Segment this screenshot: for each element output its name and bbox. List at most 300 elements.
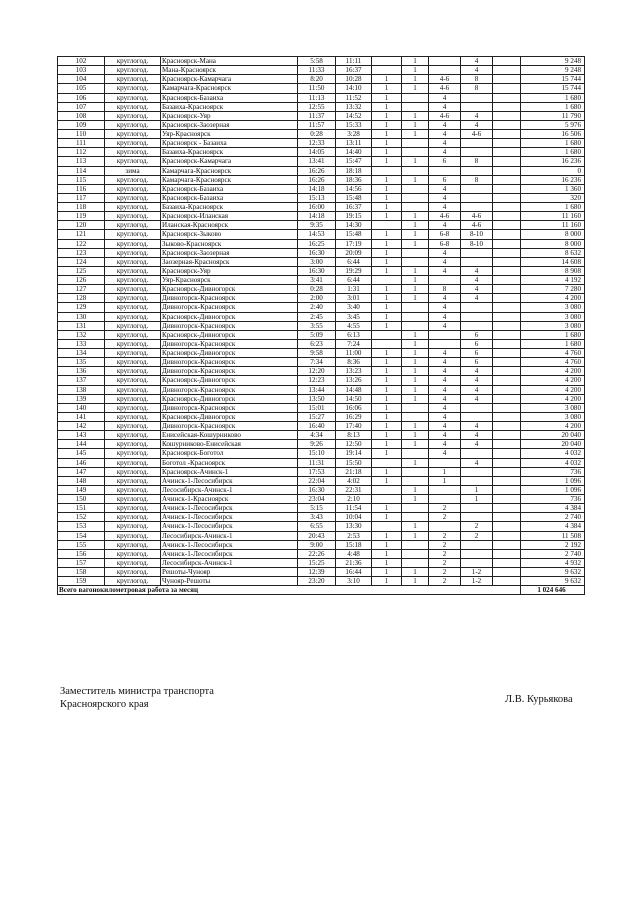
table-cell: 4 xyxy=(429,130,461,139)
table-cell xyxy=(493,476,521,485)
table-cell: 3 080 xyxy=(521,412,585,421)
table-cell xyxy=(461,148,493,157)
table-row xyxy=(58,540,585,549)
table-row xyxy=(58,449,585,458)
table-cell xyxy=(493,403,521,412)
table-cell: круглогод. xyxy=(105,367,161,376)
table-cell xyxy=(429,339,461,348)
table-cell xyxy=(402,93,429,102)
table-cell: 13:32 xyxy=(336,102,372,111)
table-cell xyxy=(493,93,521,102)
table-cell: 4 032 xyxy=(521,449,585,458)
table-cell: 22:31 xyxy=(336,485,372,494)
table-cell xyxy=(429,485,461,494)
table-cell: 13:23 xyxy=(336,367,372,376)
table-cell: 8 000 xyxy=(521,230,585,239)
table-cell: Лесосибирск-Ачинск-1 xyxy=(161,558,298,567)
table-cell: 4:55 xyxy=(336,321,372,330)
table-cell xyxy=(402,166,429,175)
table-cell xyxy=(493,57,521,66)
table-cell xyxy=(372,276,402,285)
table-cell: круглогод. xyxy=(105,358,161,367)
table-cell: 736 xyxy=(521,467,585,476)
table-cell: 16 236 xyxy=(521,175,585,184)
table-cell: 4 xyxy=(429,394,461,403)
table-cell: Красноярск-Боготол xyxy=(161,449,298,458)
table-cell: круглогод. xyxy=(105,376,161,385)
table-cell: 1 xyxy=(372,175,402,184)
table-cell: 16:30 xyxy=(298,266,336,275)
table-cell xyxy=(493,321,521,330)
table-cell: 102 xyxy=(58,57,105,66)
table-cell: 12:33 xyxy=(298,139,336,148)
table-cell: 6:23 xyxy=(298,339,336,348)
table-row xyxy=(58,330,585,339)
table-row xyxy=(58,294,585,303)
table-cell: круглогод. xyxy=(105,476,161,485)
table-row xyxy=(58,276,585,285)
table-cell xyxy=(493,312,521,321)
table-cell: 12:23 xyxy=(298,376,336,385)
table-cell: 1 xyxy=(402,276,429,285)
table-cell xyxy=(493,440,521,449)
table-cell: 1 096 xyxy=(521,476,585,485)
table-cell: 15:50 xyxy=(336,458,372,467)
table-cell xyxy=(493,175,521,184)
table-cell: 1 xyxy=(372,467,402,476)
table-cell: 1 xyxy=(402,495,429,504)
table-cell: 157 xyxy=(58,558,105,567)
table-cell: 8 xyxy=(461,84,493,93)
table-cell: 2 xyxy=(461,522,493,531)
table-cell: 139 xyxy=(58,394,105,403)
table-cell: круглогод. xyxy=(105,312,161,321)
table-cell: Базаиха-Красноярск xyxy=(161,102,298,111)
table-cell: Красноярск-Иланская xyxy=(161,212,298,221)
table-cell xyxy=(429,66,461,75)
table-cell xyxy=(493,285,521,294)
table-cell: 4:02 xyxy=(336,476,372,485)
table-cell: 4 xyxy=(461,431,493,440)
table-cell: 2 xyxy=(429,558,461,567)
table-cell: 4 760 xyxy=(521,349,585,358)
table-cell xyxy=(461,184,493,193)
table-cell: 4 032 xyxy=(521,458,585,467)
table-row xyxy=(58,66,585,75)
table-cell: 4 xyxy=(429,385,461,394)
table-cell: 10:28 xyxy=(336,75,372,84)
table-row xyxy=(58,139,585,148)
table-cell: 6 xyxy=(461,349,493,358)
table-cell xyxy=(493,239,521,248)
table-cell: 4 200 xyxy=(521,376,585,385)
table-cell: 128 xyxy=(58,294,105,303)
table-cell: 4 xyxy=(429,148,461,157)
table-cell: 3:41 xyxy=(298,276,336,285)
table-cell: 4 xyxy=(461,440,493,449)
table-cell xyxy=(402,449,429,458)
table-cell xyxy=(429,522,461,531)
table-row xyxy=(58,513,585,522)
table-cell xyxy=(402,558,429,567)
table-cell xyxy=(493,577,521,586)
table-cell: круглогод. xyxy=(105,394,161,403)
table-cell: 1 xyxy=(402,358,429,367)
table-cell: 4 192 xyxy=(521,276,585,285)
table-cell: круглогод. xyxy=(105,120,161,129)
table-cell xyxy=(402,148,429,157)
table-cell xyxy=(493,339,521,348)
table-cell: 1 xyxy=(372,449,402,458)
table-cell: 1 xyxy=(372,93,402,102)
table-cell: круглогод. xyxy=(105,175,161,184)
table-row xyxy=(58,266,585,275)
table-row xyxy=(58,203,585,212)
table-cell: 140 xyxy=(58,403,105,412)
table-cell xyxy=(372,339,402,348)
table-cell xyxy=(493,166,521,175)
table-cell: 1 xyxy=(402,422,429,431)
table-cell: 1 xyxy=(372,577,402,586)
table-cell xyxy=(493,120,521,129)
table-cell: 3:55 xyxy=(298,321,336,330)
table-row xyxy=(58,431,585,440)
table-cell: 4 932 xyxy=(521,558,585,567)
table-cell: 1 xyxy=(372,549,402,558)
table-cell: Красноярск-Дивногорск xyxy=(161,376,298,385)
table-row xyxy=(58,376,585,385)
table-cell: 8:20 xyxy=(298,75,336,84)
table-cell: Уяр-Красноярск xyxy=(161,276,298,285)
table-cell: 4 xyxy=(429,257,461,266)
table-cell: 4 200 xyxy=(521,294,585,303)
table-cell xyxy=(402,102,429,111)
table-cell: 154 xyxy=(58,531,105,540)
table-row xyxy=(58,385,585,394)
table-cell: Лесосибирск-Ачинск-1 xyxy=(161,485,298,494)
table-cell: 148 xyxy=(58,476,105,485)
table-row xyxy=(58,221,585,230)
table-cell: круглогод. xyxy=(105,504,161,513)
table-cell: 111 xyxy=(58,139,105,148)
table-cell xyxy=(493,485,521,494)
table-cell: 12:55 xyxy=(298,102,336,111)
table-cell: Ачинск-1-Лесосибирск xyxy=(161,540,298,549)
table-cell: круглогод. xyxy=(105,139,161,148)
table-cell: 1 xyxy=(372,367,402,376)
table-cell: 113 xyxy=(58,157,105,166)
table-cell: 1 xyxy=(372,540,402,549)
table-cell: 17:40 xyxy=(336,422,372,431)
table-cell: 1 xyxy=(372,294,402,303)
table-cell: 112 xyxy=(58,148,105,157)
table-cell: 115 xyxy=(58,175,105,184)
table-cell: 1 xyxy=(372,148,402,157)
table-cell xyxy=(493,422,521,431)
table-row xyxy=(58,558,585,567)
table-cell xyxy=(402,193,429,202)
table-cell: 1 xyxy=(372,75,402,84)
table-cell: 3:00 xyxy=(298,257,336,266)
table-cell xyxy=(493,394,521,403)
table-cell xyxy=(372,57,402,66)
table-cell: 133 xyxy=(58,339,105,348)
table-cell: 0:28 xyxy=(298,130,336,139)
table-cell: круглогод. xyxy=(105,84,161,93)
table-cell xyxy=(461,467,493,476)
table-cell: 147 xyxy=(58,467,105,476)
table-cell: 1 xyxy=(372,102,402,111)
table-cell xyxy=(493,230,521,239)
table-cell: 16:06 xyxy=(336,403,372,412)
table-cell: 1 xyxy=(372,558,402,567)
table-cell xyxy=(493,66,521,75)
table-cell: 1 xyxy=(402,239,429,248)
table-row xyxy=(58,394,585,403)
table-cell: 16:37 xyxy=(336,66,372,75)
schedule-table xyxy=(57,56,585,595)
table-cell: 13:41 xyxy=(298,157,336,166)
table-cell: 4:34 xyxy=(298,431,336,440)
table-cell xyxy=(402,504,429,513)
table-cell: 4 xyxy=(429,440,461,449)
table-cell xyxy=(493,266,521,275)
table-cell: круглогод. xyxy=(105,458,161,467)
table-cell: 141 xyxy=(58,412,105,421)
table-cell: 16:40 xyxy=(298,422,336,431)
table-cell: 129 xyxy=(58,303,105,312)
table-cell: 153 xyxy=(58,522,105,531)
table-cell: 1 xyxy=(429,467,461,476)
table-cell: 159 xyxy=(58,577,105,586)
table-cell: 2:53 xyxy=(336,531,372,540)
table-cell: Ачинск-1-Лесосибирск xyxy=(161,513,298,522)
table-cell: 1 xyxy=(372,349,402,358)
table-cell: 1 xyxy=(372,403,402,412)
table-cell: 4-6 xyxy=(429,75,461,84)
table-cell: 1 xyxy=(402,431,429,440)
table-cell: 1 680 xyxy=(521,330,585,339)
table-cell: Решоты-Чунояр xyxy=(161,568,298,577)
table-cell xyxy=(429,276,461,285)
table-cell: 127 xyxy=(58,285,105,294)
table-cell: 13:11 xyxy=(336,139,372,148)
table-cell: 8 632 xyxy=(521,248,585,257)
table-cell: Лесосибирск-Ачинск-1 xyxy=(161,531,298,540)
table-cell: 8 xyxy=(461,175,493,184)
table-cell: 4 760 xyxy=(521,358,585,367)
table-cell: 17:19 xyxy=(336,239,372,248)
table-cell: круглогод. xyxy=(105,321,161,330)
table-cell: 1 xyxy=(372,321,402,330)
table-cell: 3:01 xyxy=(336,294,372,303)
table-cell: 4 xyxy=(461,394,493,403)
table-cell: Красноярск-Базаиха xyxy=(161,184,298,193)
table-cell: круглогод. xyxy=(105,157,161,166)
table-cell: 21:36 xyxy=(336,558,372,567)
table-cell: Ачинск-1-Лесосибирск xyxy=(161,476,298,485)
table-cell xyxy=(461,303,493,312)
table-cell: Иланская-Красноярск xyxy=(161,221,298,230)
table-cell xyxy=(461,203,493,212)
table-cell: 16:30 xyxy=(298,485,336,494)
table-cell: 124 xyxy=(58,257,105,266)
table-cell: 23:04 xyxy=(298,495,336,504)
table-cell xyxy=(493,193,521,202)
table-cell: 11:52 xyxy=(336,93,372,102)
table-cell: 1 xyxy=(402,458,429,467)
table-cell: 1 xyxy=(372,184,402,193)
table-cell: Ачинск-1-Лесосибирск xyxy=(161,549,298,558)
table-cell: 6:44 xyxy=(336,276,372,285)
table-cell: 14:05 xyxy=(298,148,336,157)
table-cell: 4 200 xyxy=(521,385,585,394)
table-cell: 6 xyxy=(429,175,461,184)
table-body xyxy=(58,57,585,595)
table-cell: 1 680 xyxy=(521,93,585,102)
table-cell: Красноярск-Дивногорск xyxy=(161,330,298,339)
table-cell: 4 xyxy=(461,385,493,394)
table-cell xyxy=(402,412,429,421)
table-cell: 4 200 xyxy=(521,422,585,431)
table-cell: круглогод. xyxy=(105,148,161,157)
table-cell xyxy=(372,458,402,467)
table-cell xyxy=(461,476,493,485)
table-cell: 20 040 xyxy=(521,440,585,449)
table-cell: 12:39 xyxy=(298,568,336,577)
total-row xyxy=(58,586,585,595)
signature-name: Л.В. Курьякова xyxy=(505,694,573,705)
table-cell: 1 xyxy=(372,111,402,120)
table-cell: 1 xyxy=(402,330,429,339)
signature-position xyxy=(60,685,214,711)
table-cell xyxy=(493,376,521,385)
table-cell: 6 xyxy=(461,358,493,367)
table-cell: 156 xyxy=(58,549,105,558)
table-cell: 22:04 xyxy=(298,476,336,485)
table-cell: 4 xyxy=(429,367,461,376)
table-cell: 14:48 xyxy=(336,385,372,394)
table-cell: 8-10 xyxy=(461,230,493,239)
table-cell: Боготол -Красноярск xyxy=(161,458,298,467)
table-cell: 9 632 xyxy=(521,568,585,577)
table-cell: Дивногорск-Красноярск xyxy=(161,403,298,412)
table-cell: 1 xyxy=(372,412,402,421)
table-cell: круглогод. xyxy=(105,75,161,84)
table-row xyxy=(58,485,585,494)
table-cell: Красноярск-Уяр xyxy=(161,266,298,275)
table-cell: круглогод. xyxy=(105,266,161,275)
table-cell: 4 384 xyxy=(521,522,585,531)
table-cell: 22:26 xyxy=(298,549,336,558)
table-cell: Красноярск-Камарчага xyxy=(161,157,298,166)
table-row xyxy=(58,531,585,540)
table-cell: 14:50 xyxy=(336,394,372,403)
table-cell xyxy=(402,312,429,321)
table-cell xyxy=(402,184,429,193)
table-cell: круглогод. xyxy=(105,93,161,102)
table-cell: 11:13 xyxy=(298,93,336,102)
table-cell xyxy=(402,549,429,558)
table-cell: Красноярск-Базаиха xyxy=(161,193,298,202)
table-cell: круглогод. xyxy=(105,513,161,522)
table-cell: 4 xyxy=(461,376,493,385)
table-cell: 2 740 xyxy=(521,513,585,522)
table-cell: 1 xyxy=(402,84,429,93)
table-cell: 4 xyxy=(429,403,461,412)
table-cell: 4 xyxy=(429,93,461,102)
table-cell: Ачинск-1-Лесосибирск xyxy=(161,504,298,513)
table-cell: 16 236 xyxy=(521,157,585,166)
table-cell: 142 xyxy=(58,422,105,431)
table-cell: 1 xyxy=(402,285,429,294)
table-cell: 1 xyxy=(372,385,402,394)
table-cell xyxy=(493,513,521,522)
table-cell: 1 xyxy=(402,367,429,376)
table-cell xyxy=(461,193,493,202)
table-cell: 2 xyxy=(429,577,461,586)
table-cell: 4 xyxy=(461,285,493,294)
table-cell: 0:28 xyxy=(298,285,336,294)
table-cell: круглогод. xyxy=(105,485,161,494)
table-row xyxy=(58,184,585,193)
table-cell xyxy=(402,303,429,312)
table-cell: 2 xyxy=(429,513,461,522)
table-cell xyxy=(493,568,521,577)
table-cell: круглогод. xyxy=(105,212,161,221)
table-cell xyxy=(493,203,521,212)
table-cell xyxy=(461,540,493,549)
table-cell: 1 xyxy=(372,422,402,431)
table-cell: 1 xyxy=(372,120,402,129)
table-cell xyxy=(402,257,429,266)
table-cell: 1 680 xyxy=(521,339,585,348)
table-cell: 106 xyxy=(58,93,105,102)
table-row xyxy=(58,349,585,358)
table-cell: круглогод. xyxy=(105,339,161,348)
table-cell: 130 xyxy=(58,312,105,321)
table-cell: 16:26 xyxy=(298,175,336,184)
table-cell: 9 248 xyxy=(521,66,585,75)
table-cell: 107 xyxy=(58,102,105,111)
table-cell: 120 xyxy=(58,221,105,230)
table-row xyxy=(58,440,585,449)
table-cell xyxy=(493,531,521,540)
table-cell: 1 xyxy=(372,239,402,248)
table-cell xyxy=(461,248,493,257)
table-cell: 1 xyxy=(402,349,429,358)
table-cell: Дивногорск-Красноярск xyxy=(161,339,298,348)
table-cell: 132 xyxy=(58,330,105,339)
table-cell: 1 xyxy=(402,230,429,239)
table-cell: 8 000 xyxy=(521,239,585,248)
table-cell: 4 xyxy=(429,358,461,367)
table-cell: 15:47 xyxy=(336,157,372,166)
table-cell: 20:43 xyxy=(298,531,336,540)
table-cell: 2 xyxy=(429,568,461,577)
table-cell: Красноярск - Базаиха xyxy=(161,139,298,148)
table-row xyxy=(58,549,585,558)
table-row xyxy=(58,212,585,221)
table-cell: 12:20 xyxy=(298,367,336,376)
table-cell: 3:45 xyxy=(336,312,372,321)
table-cell: 1 xyxy=(402,75,429,84)
table-cell xyxy=(402,540,429,549)
table-cell: 15:10 xyxy=(298,449,336,458)
table-cell: Красноярск-Дивногорск xyxy=(161,349,298,358)
table-cell: 116 xyxy=(58,184,105,193)
table-cell: 4 384 xyxy=(521,504,585,513)
